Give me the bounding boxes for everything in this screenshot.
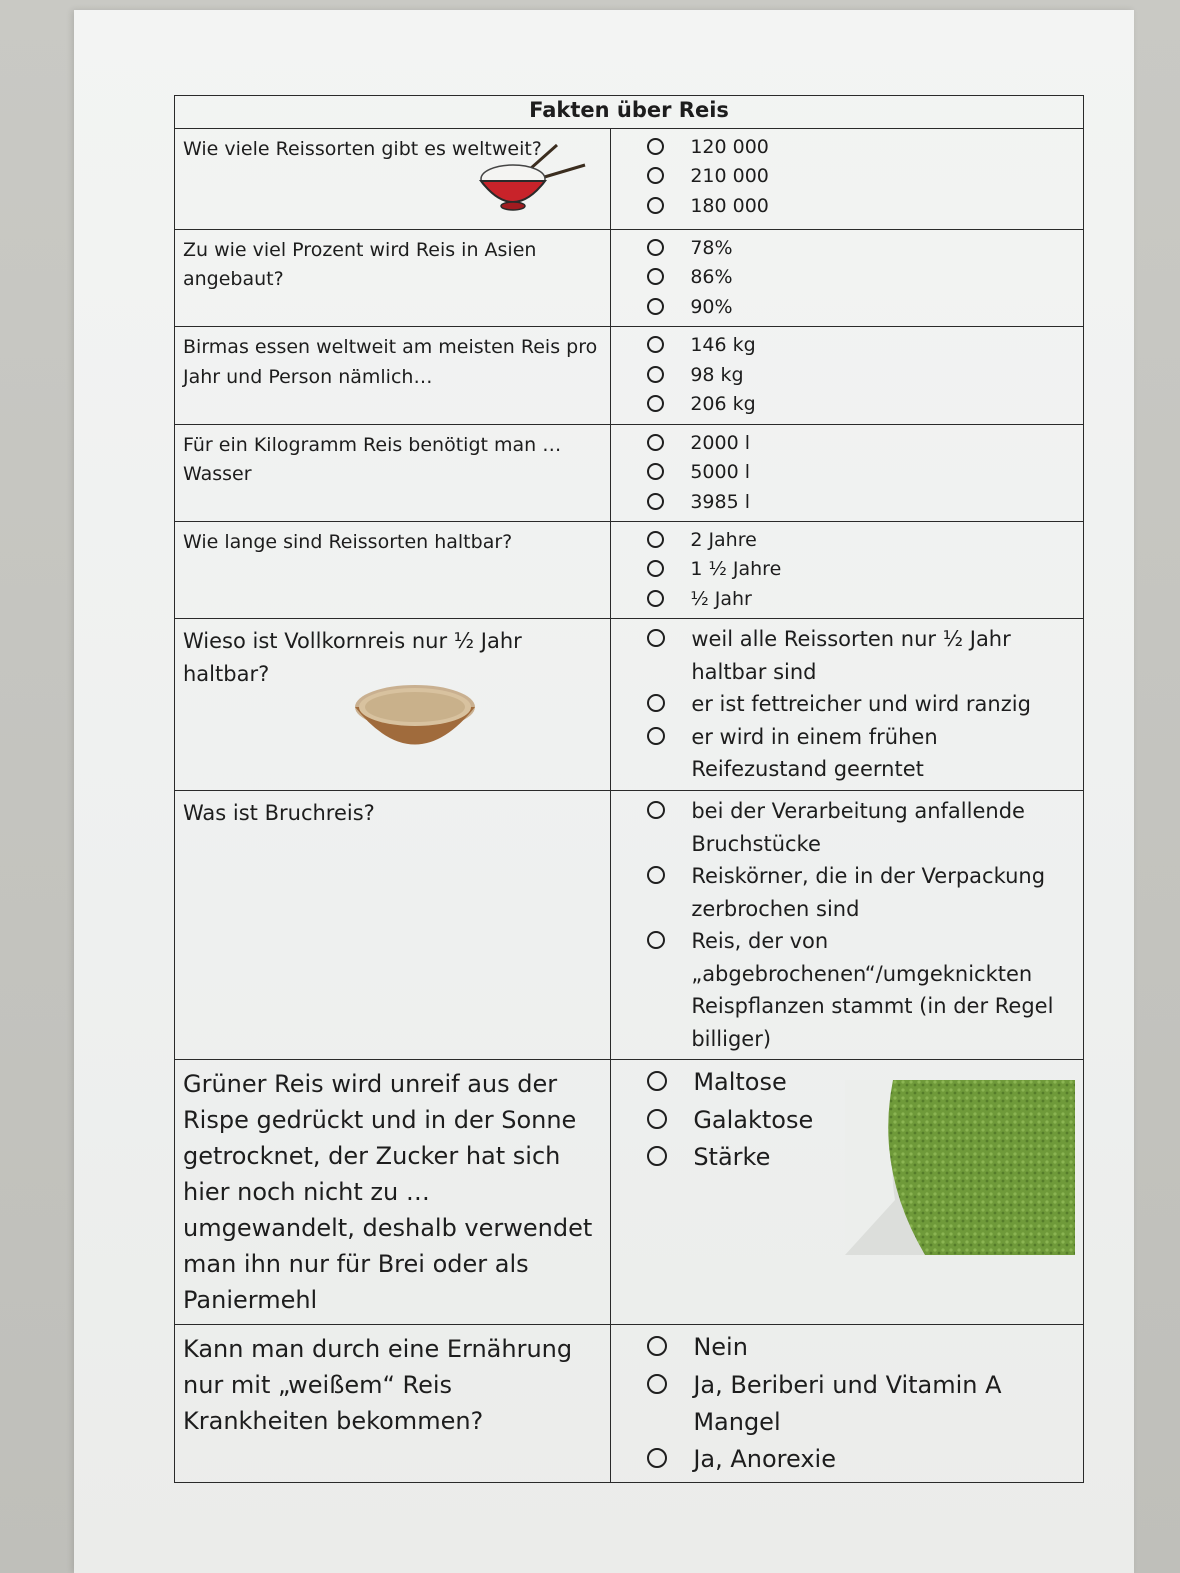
radio-circle-icon[interactable] xyxy=(647,239,664,256)
answer-option[interactable]: Reis, der von „abgebrochenen“/umgeknickten Reispflanzen stammt (in der Regel billiger) xyxy=(647,925,1075,1055)
question-cell xyxy=(175,521,611,618)
radio-circle-icon[interactable] xyxy=(647,931,665,949)
answer-cell xyxy=(611,327,1084,424)
question-cell xyxy=(175,1325,611,1483)
radio-circle-icon[interactable] xyxy=(647,629,665,647)
answer-option[interactable]: er ist fettreicher und wird ranzig xyxy=(647,688,1075,721)
brown-rice-bowl-icon xyxy=(350,677,480,762)
answer-option[interactable]: 98 kg xyxy=(647,361,1075,390)
answer-cell xyxy=(611,1060,1084,1325)
answer-option[interactable]: Ja, Beriberi und Vitamin A Mangel xyxy=(647,1367,1075,1441)
answer-option[interactable]: ½ Jahr xyxy=(647,585,1075,614)
radio-circle-icon[interactable] xyxy=(647,493,664,510)
radio-circle-icon[interactable] xyxy=(647,1146,667,1166)
worksheet-title: Fakten über Reis xyxy=(175,96,1084,129)
question-text: Birmas essen weltweit am meisten Reis pro Jahr und Person nämlich… xyxy=(183,336,598,388)
radio-circle-icon[interactable] xyxy=(647,138,664,155)
radio-circle-icon[interactable] xyxy=(647,395,664,412)
radio-circle-icon[interactable] xyxy=(647,1448,667,1468)
answer-option[interactable]: 1 ½ Jahre xyxy=(647,555,1075,584)
answer-option[interactable]: Stärke xyxy=(647,1139,1075,1176)
question-row xyxy=(175,129,1084,230)
question-text: Wieso ist Vollkornreis nur ½ Jahr haltbar? xyxy=(183,629,522,686)
answer-option[interactable]: Galaktose xyxy=(647,1102,1075,1139)
question-text: Was ist Bruchreis? xyxy=(183,800,375,825)
question-cell xyxy=(175,790,611,1059)
answer-option[interactable]: 86% xyxy=(647,263,1075,292)
question-text: Für ein Kilogramm Reis benötigt man … Wasser xyxy=(183,433,562,486)
question-row xyxy=(175,1060,1084,1325)
answer-option[interactable]: Maltose xyxy=(647,1064,1075,1101)
answer-option[interactable]: 206 kg xyxy=(647,390,1075,419)
answer-cell xyxy=(611,521,1084,618)
radio-circle-icon[interactable] xyxy=(647,1374,667,1394)
radio-circle-icon[interactable] xyxy=(647,1109,667,1129)
answer-cell xyxy=(611,424,1084,521)
answer-option[interactable]: 210 000 xyxy=(647,162,1075,191)
question-cell xyxy=(175,129,611,230)
answer-option[interactable]: Nein xyxy=(647,1329,1075,1366)
question-cell xyxy=(175,424,611,521)
quiz-table xyxy=(174,95,1084,1483)
radio-circle-icon[interactable] xyxy=(647,298,664,315)
answer-option[interactable]: 180 000 xyxy=(647,192,1075,221)
answer-cell xyxy=(611,619,1084,791)
answer-option[interactable]: 90% xyxy=(647,293,1075,322)
radio-circle-icon[interactable] xyxy=(647,866,665,884)
answer-option[interactable]: 2000 l xyxy=(647,429,1075,458)
answer-cell xyxy=(611,790,1084,1059)
answer-option[interactable]: Ja, Anorexie xyxy=(647,1441,1075,1478)
radio-circle-icon[interactable] xyxy=(647,268,664,285)
answer-option[interactable]: 5000 l xyxy=(647,458,1075,487)
question-row xyxy=(175,521,1084,618)
radio-circle-icon[interactable] xyxy=(647,560,664,577)
answer-cell xyxy=(611,230,1084,327)
question-cell xyxy=(175,230,611,327)
radio-circle-icon[interactable] xyxy=(647,801,665,819)
answer-cell xyxy=(611,129,1084,230)
answer-option[interactable]: 78% xyxy=(647,234,1075,263)
radio-circle-icon[interactable] xyxy=(647,1071,667,1091)
question-row xyxy=(175,230,1084,327)
radio-circle-icon[interactable] xyxy=(647,694,665,712)
radio-circle-icon[interactable] xyxy=(647,531,664,548)
radio-circle-icon[interactable] xyxy=(647,336,664,353)
answer-option[interactable]: 120 000 xyxy=(647,133,1075,162)
rice-bowl-icon xyxy=(473,143,588,213)
question-text: Wie viele Reissorten gibt es weltweit? xyxy=(183,138,542,160)
radio-circle-icon[interactable] xyxy=(647,463,664,480)
question-cell xyxy=(175,619,611,791)
radio-circle-icon[interactable] xyxy=(647,167,664,184)
answer-option[interactable]: Reiskörner, die in der Verpackung zerbrochen sind xyxy=(647,860,1075,925)
radio-circle-icon[interactable] xyxy=(647,197,664,214)
answer-option[interactable]: 3985 l xyxy=(647,488,1075,517)
radio-circle-icon[interactable] xyxy=(647,1336,667,1356)
green-rice-bowl-icon xyxy=(845,1080,1075,1255)
answer-option[interactable]: bei der Verarbeitung anfallende Bruchstücke xyxy=(647,795,1075,860)
answer-option[interactable]: weil alle Reissorten nur ½ Jahr haltbar sind xyxy=(647,623,1075,688)
question-row xyxy=(175,790,1084,1059)
radio-circle-icon[interactable] xyxy=(647,366,664,383)
question-row xyxy=(175,1325,1084,1483)
answer-option[interactable]: 2 Jahre xyxy=(647,526,1075,555)
question-row xyxy=(175,424,1084,521)
question-row xyxy=(175,619,1084,791)
question-text: Wie lange sind Reissorten haltbar? xyxy=(183,530,513,553)
question-cell xyxy=(175,1060,611,1325)
radio-circle-icon[interactable] xyxy=(647,434,664,451)
question-cell xyxy=(175,327,611,424)
question-row xyxy=(175,327,1084,424)
question-text: Grüner Reis wird unreif aus der Rispe gedrückt und in der Sonne getrocknet, der Zucker hat sich hier noch nicht zu … umgewandelt, deshalb verwendet man ihn nur für Brei oder als Paniermehl xyxy=(183,1070,593,1315)
radio-circle-icon[interactable] xyxy=(647,727,665,745)
answer-option[interactable]: 146 kg xyxy=(647,331,1075,360)
radio-circle-icon[interactable] xyxy=(647,590,664,607)
answer-option[interactable]: er wird in einem frühen Reifezustand geerntet xyxy=(647,721,1075,786)
paper-sheet xyxy=(74,10,1134,1573)
worksheet xyxy=(174,95,1084,1483)
answer-cell xyxy=(611,1325,1084,1483)
question-text: Kann man durch eine Ernährung nur mit „weißem“ Reis Krankheiten bekommen? xyxy=(183,1335,573,1436)
question-text: Zu wie viel Prozent wird Reis in Asien angebaut? xyxy=(183,239,537,291)
